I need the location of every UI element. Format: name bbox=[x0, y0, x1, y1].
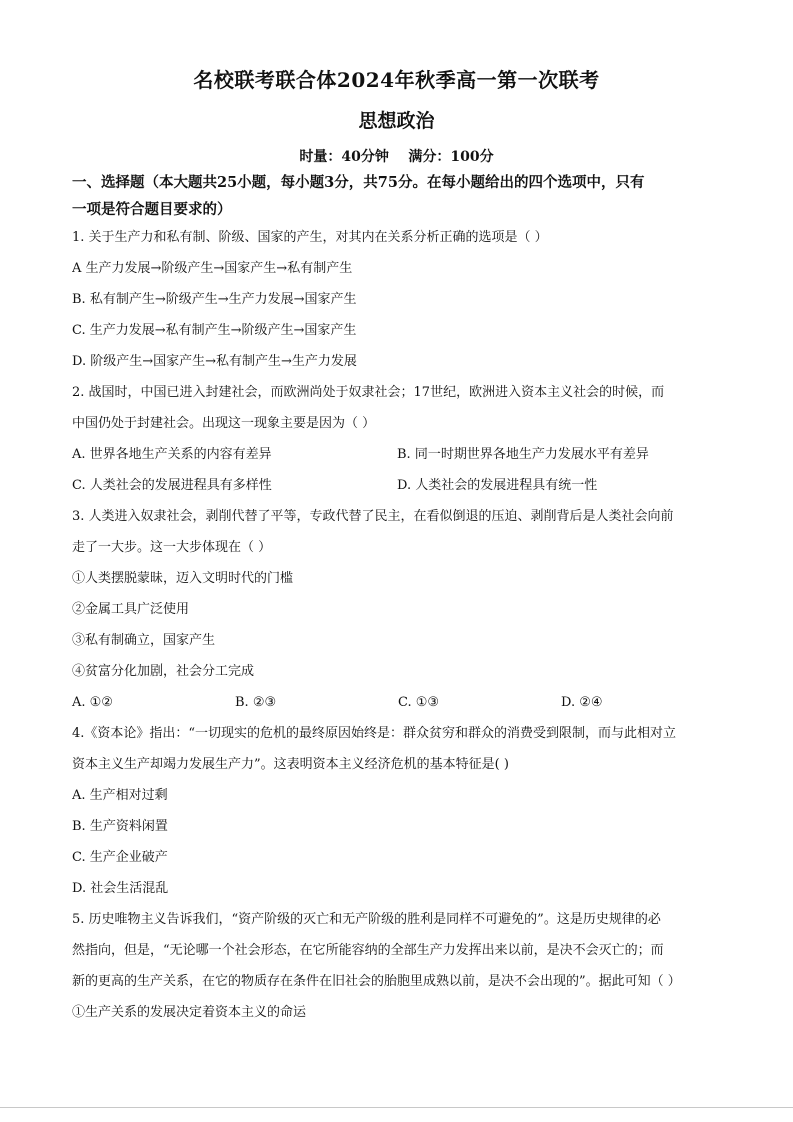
option-d: D. 阶级产生→国家产生→私有制产生→生产力发展 bbox=[72, 354, 357, 369]
question-4 bbox=[72, 718, 732, 904]
question-stem-cont: 走了一大步。这一大步体现在（ ） bbox=[72, 540, 272, 555]
option-b: B. 生产资料闲置 bbox=[72, 819, 168, 834]
option-row bbox=[72, 687, 732, 718]
question-stem-cont: 资本主义生产却竭力发展生产力”。这表明资本主义经济危机的基本特征是( ) bbox=[72, 757, 509, 772]
question-stem: 1. 关于生产力和私有制、阶级、国家的产生，对其内在关系分析正确的选项是（ ） bbox=[72, 230, 548, 245]
option-a: A 生产力发展→阶级产生→国家产生→私有制产生 bbox=[72, 261, 353, 276]
exam-title: 名校联考联合体2024年秋季高一第一次联考 bbox=[193, 68, 600, 92]
statement-item: ①人类摆脱蒙昧，迈入文明时代的门槛 bbox=[72, 571, 294, 586]
page-bottom-divider bbox=[0, 1107, 793, 1108]
option-a: A. 生产相对过剩 bbox=[72, 788, 168, 803]
option-row bbox=[72, 439, 732, 470]
question-3 bbox=[72, 501, 732, 718]
statement-item: ④贫富分化加剧，社会分工完成 bbox=[72, 664, 255, 679]
statement-item: ②金属工具广泛使用 bbox=[72, 602, 190, 617]
question-5 bbox=[72, 904, 732, 1028]
question-stem: 5. 历史唯物主义告诉我们，“资产阶级的灭亡和无产阶级的胜利是同样不可避免的”。这是历史规律的必 bbox=[72, 912, 661, 927]
question-1 bbox=[72, 222, 732, 377]
statement-item: ①生产关系的发展决定着资本主义的命运 bbox=[72, 1005, 307, 1020]
option-row bbox=[72, 470, 732, 501]
option-c: C. 人类社会的发展进程具有多样性 bbox=[72, 478, 272, 493]
option-c: C. 生产力发展→私有制产生→阶级产生→国家产生 bbox=[72, 323, 357, 338]
section-heading-line2: 一项是符合题目要求的） bbox=[72, 201, 232, 218]
option-d: D. 社会生活混乱 bbox=[72, 881, 169, 896]
question-stem: 3. 人类进入奴隶社会，剥削代替了平等，专政代替了民主，在看似倒退的压迫、剥削背后是人类社会向前 bbox=[72, 509, 674, 524]
option-a: A. 世界各地生产关系的内容有差异 bbox=[72, 447, 272, 462]
option-a: A. ①② bbox=[72, 695, 113, 710]
question-stem: 4.《资本论》指出：“一切现实的危机的最终原因始终是：群众贫穷和群众的消费受到限制，而与此相对立 bbox=[72, 726, 677, 741]
option-c: C. 生产企业破产 bbox=[72, 850, 168, 865]
question-stem-cont: 然指向，但是，“无论哪一个社会形态，在它所能容纳的全部生产力发挥出来以前，是决不会灭亡的；而 bbox=[72, 943, 664, 958]
question-stem-cont: 新的更高的生产关系，在它的物质存在条件在旧社会的胎胞里成熟以前，是决不会出现的”。据此可知（ ） bbox=[72, 974, 681, 989]
option-b: B. 同一时期世界各地生产力发展水平有差异 bbox=[397, 447, 649, 462]
statement-item: ③私有制确立，国家产生 bbox=[72, 633, 216, 648]
question-stem-cont: 中国仍处于封建社会。出现这一现象主要是因为（ ） bbox=[72, 416, 376, 431]
option-c: C. ①③ bbox=[398, 695, 440, 710]
exam-content bbox=[72, 168, 732, 1028]
question-2 bbox=[72, 377, 732, 501]
exam-meta: 时量：40分钟 满分：100分 bbox=[299, 149, 494, 165]
option-b: B. 私有制产生→阶级产生→生产力发展→国家产生 bbox=[72, 292, 357, 307]
subject-title: 思想政治 bbox=[358, 110, 435, 132]
option-d: D. ②④ bbox=[561, 695, 603, 710]
section-heading-line1: 一、选择题（本大题共25小题，每小题3分，共75分。在每小题给出的四个选项中，只有 bbox=[72, 174, 645, 191]
option-d: D. 人类社会的发展进程具有统一性 bbox=[397, 478, 598, 493]
question-stem: 2. 战国时，中国已进入封建社会，而欧洲尚处于奴隶社会；17世纪，欧洲进入资本主义社会的时候，而 bbox=[72, 385, 665, 400]
option-b: B. ②③ bbox=[235, 695, 277, 710]
